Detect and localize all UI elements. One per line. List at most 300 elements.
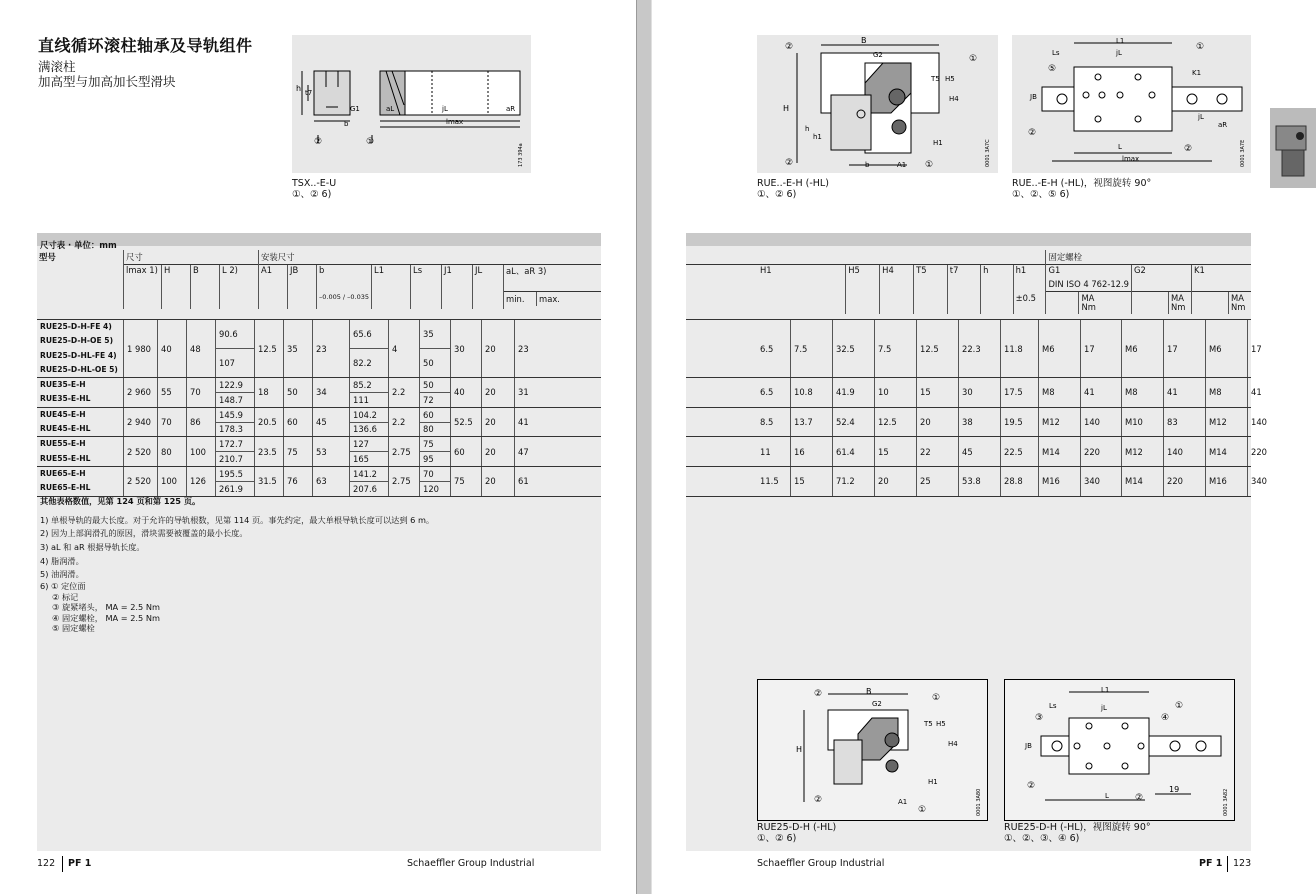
mounting-row [686, 436, 1267, 466]
fig2-id: 0001 3A7E [1240, 139, 1246, 167]
svg-text:B: B [866, 687, 872, 696]
col-aLaR-minmax [504, 291, 601, 306]
cell-L [215, 437, 254, 466]
col-G1-group [1046, 265, 1132, 315]
model-name: RUE45-E-H [40, 409, 86, 419]
svg-text:jL: jL [1101, 704, 1107, 712]
cell-amin [481, 378, 514, 407]
mounting-cell: M12 [1038, 408, 1080, 437]
mounting-cell: 32.5 [832, 320, 874, 377]
cell-B [186, 467, 215, 496]
svg-text:T5: T5 [931, 75, 940, 83]
mounting-cell: M10 [1121, 408, 1163, 437]
table-title-bar [37, 233, 601, 250]
cell-value: 12.5 [258, 343, 277, 354]
cell-A1 [254, 320, 283, 377]
svg-text:B: B [861, 36, 867, 45]
cell-value: 75 [287, 446, 298, 457]
fig3-caption-notes: ①、② 6) [757, 833, 797, 844]
fig3-caption: RUE25-D-H (-HL) [757, 822, 837, 833]
cell-value: 20 [485, 417, 496, 428]
cell-value: 35 [423, 329, 434, 340]
cell-b [312, 467, 349, 496]
svg-text:lmax: lmax [1122, 155, 1140, 163]
mounting-cell: 15 [916, 378, 958, 407]
mounting-cell: 11 [760, 446, 771, 457]
cell-value: 2.75 [392, 476, 411, 487]
svg-text:L: L [1105, 792, 1109, 800]
cell-Ls [388, 320, 419, 377]
model-name: RUE65-E-H [40, 468, 86, 478]
mounting-cell: 10 [874, 378, 916, 407]
cell-value: 20 [485, 446, 496, 457]
cell-value: 172.7 [219, 439, 243, 450]
cell-value: 41 [518, 417, 529, 428]
cell-value: 165 [350, 451, 388, 466]
col-H1: H1 [686, 265, 846, 315]
cell-J1 [419, 437, 450, 466]
model-name: RUE55-E-HL [40, 453, 91, 463]
svg-text:H4: H4 [948, 740, 958, 748]
cell-H [157, 408, 186, 437]
mounting-cell: M6 [1121, 320, 1163, 377]
carriage-top-svg [1012, 35, 1251, 173]
cell-value: 31.5 [258, 476, 277, 487]
mounting-cell: 71.2 [832, 467, 874, 496]
svg-text:H: H [796, 745, 803, 754]
cell-value: 80 [420, 422, 450, 437]
mounting-cell: 41 [1080, 378, 1121, 407]
svg-text:①: ① [969, 54, 978, 64]
rail-drawing-svg [292, 35, 531, 173]
drawing-id: 173 394a [518, 143, 524, 167]
svg-text:Ls: Ls [1052, 49, 1060, 57]
cell-value: 2 520 [127, 476, 151, 487]
col-MA-3: MA Nm [1228, 292, 1251, 314]
svg-text:②: ② [814, 795, 823, 805]
cell-value: 111 [350, 392, 388, 407]
mounting-cell: 83 [1163, 408, 1205, 437]
cell-value: 40 [454, 387, 465, 398]
col-b [317, 265, 372, 309]
cell-b [312, 437, 349, 466]
svg-text:Ls: Ls [1049, 702, 1057, 710]
mounting-cell: 13.7 [790, 408, 832, 437]
fig4-caption: RUE25-D-H (-HL)，视图旋转 90° [1004, 822, 1151, 833]
cell-value: 95 [420, 451, 450, 466]
fig-caption-tsx: TSX..-E-U [292, 178, 337, 189]
mounting-cell: 20 [916, 408, 958, 437]
col-G2-group [1132, 265, 1192, 315]
cell-JB [283, 320, 312, 377]
mounting-cell: 7.5 [790, 320, 832, 377]
col-b-label: b [319, 265, 325, 275]
cell-value: 45 [316, 417, 327, 428]
cell-amax [514, 467, 555, 496]
note-2: 2) 因为上部润滑孔的原因，滑块需要被覆盖的最小长度。 [40, 528, 248, 538]
cell-amin [481, 408, 514, 437]
cell-L1 [349, 320, 388, 377]
col-lmax: lmax 1) [124, 265, 162, 309]
cell-value: 126 [190, 476, 206, 487]
svg-text:①: ① [1196, 42, 1205, 52]
cell-value: 104.2 [353, 409, 377, 420]
svg-text:⑤: ⑤ [1048, 64, 1057, 74]
cell-value: 1 980 [127, 343, 151, 354]
col-max: max. [536, 292, 562, 306]
mounting-cell: 41.9 [832, 378, 874, 407]
footer-section-right: PF 1 [1199, 858, 1223, 869]
cell-value: 82.2 [350, 348, 388, 377]
svg-text:b: b [865, 161, 870, 169]
col-G2: G2 [1134, 265, 1146, 275]
mounting-cell: 16 [790, 437, 832, 466]
cell-value: 18 [258, 387, 269, 398]
cell-value: 23.5 [258, 446, 277, 457]
cell-L1 [349, 467, 388, 496]
svg-text:H1: H1 [933, 139, 943, 147]
fig1-id: 0001 3A7C [985, 139, 991, 167]
cell-value: 52.5 [454, 417, 473, 428]
carriage-top-view [1012, 35, 1251, 173]
cell-value: 178.3 [216, 422, 254, 437]
mounting-cell: 41 [1163, 378, 1205, 407]
cell-H [157, 467, 186, 496]
mounting-cell: 7.5 [874, 320, 916, 377]
col-L1: L1 [372, 265, 411, 309]
mounting-cell: 140 [1163, 437, 1205, 466]
col-K1: K1 [1194, 265, 1205, 275]
model-name: RUE45-E-HL [40, 424, 91, 434]
mounting-cell: M12 [1121, 437, 1163, 466]
mounting-cell: M6 [1038, 320, 1080, 377]
section-thumb-tab[interactable] [1270, 108, 1316, 188]
cell-b [312, 408, 349, 437]
mounting-cell: 45 [958, 437, 1000, 466]
mounting-cell: 52.4 [832, 408, 874, 437]
svg-text:L1: L1 [1101, 686, 1110, 694]
cell-value: 70 [190, 387, 201, 398]
mounting-table [686, 250, 1251, 314]
footer-section-left: PF 1 [68, 858, 92, 869]
cell-H [157, 437, 186, 466]
mounting-cell: M14 [1205, 437, 1247, 466]
cell-JL [450, 467, 481, 496]
note-6 [40, 581, 160, 634]
cell-value: 72 [420, 392, 450, 407]
fig2-caption: RUE..-E-H (-HL)，视图旋转 90° [1012, 178, 1152, 189]
page-spine [636, 0, 652, 894]
mounting-cell: 22.3 [958, 320, 1000, 377]
model-name: RUE25-D-HL-FE 4) [40, 350, 117, 360]
mounting-cell: 30 [958, 378, 1000, 407]
col-t7: t7 [947, 265, 980, 315]
cell-J1 [419, 320, 450, 377]
cell-JB [283, 378, 312, 407]
svg-text:jL: jL [1116, 49, 1122, 57]
cell-value: 86 [190, 417, 201, 428]
col-MA-1: MA Nm [1078, 292, 1101, 314]
cell-value: 107 [216, 348, 254, 377]
col-aLaR [504, 265, 601, 309]
mounting-cell: 220 [1163, 467, 1205, 496]
rue25-front-view [757, 679, 988, 821]
mounting-cell: 11.8 [1000, 320, 1038, 377]
cell-A1 [254, 408, 283, 437]
cell-L1 [349, 378, 388, 407]
cell-value: 50 [423, 380, 434, 391]
cell-value: 35 [287, 343, 298, 354]
cell-JB [283, 408, 312, 437]
callout-1: ① [366, 137, 375, 147]
cell-B [186, 378, 215, 407]
col-L: L 2) [220, 265, 259, 309]
svg-text:h: h [805, 125, 810, 133]
cell-value: 23 [518, 343, 529, 354]
cell-value: 53 [316, 446, 327, 457]
carriage-front-view [757, 35, 998, 173]
cell-J1 [419, 467, 450, 496]
cell-value: 120 [420, 481, 450, 496]
cell-value: 2.2 [392, 417, 406, 428]
mounting-cell: 12.5 [916, 320, 958, 377]
svg-text:G2: G2 [873, 51, 883, 59]
cell-value: 65.6 [353, 329, 372, 340]
cell-amax [514, 320, 555, 377]
cell-JL [450, 320, 481, 377]
mounting-cell: 17.5 [1000, 378, 1038, 407]
note-1: 1) 单根导轨的最大长度。对于允许的导轨根数，见第 114 页。事先约定，最大单根导轨长度可以达到 6 m。 [40, 515, 435, 525]
table-row-group [37, 436, 601, 466]
cell-amax [514, 437, 555, 466]
cell-value: 122.9 [219, 380, 243, 391]
cell-Ls [388, 378, 419, 407]
note-6-line-5: ⑤ 固定螺栓 [52, 623, 95, 633]
cell-value: 20 [485, 343, 496, 354]
rue25-top-svg [1005, 680, 1234, 820]
cell-lmax [123, 408, 157, 437]
cell-JL [450, 378, 481, 407]
mounting-cell: 12.5 [874, 408, 916, 437]
mounting-cell: 41 [1247, 378, 1288, 407]
footer-divider-right [1227, 856, 1228, 872]
table-title-bar-right [686, 233, 1251, 246]
cell-L1 [349, 437, 388, 466]
svg-text:h1: h1 [813, 133, 822, 141]
cell-value: 207.6 [350, 481, 388, 496]
model-name: RUE25-D-H-OE 5) [40, 336, 114, 346]
mounting-cell: 53.8 [958, 467, 1000, 496]
mounting-cell: 10.8 [790, 378, 832, 407]
hdr-model: 型号 [39, 252, 56, 263]
svg-text:①: ① [918, 805, 927, 815]
col-H: H [162, 265, 191, 309]
cell-H [157, 378, 186, 407]
col-h1-tol: ±0.5 [1015, 293, 1036, 303]
cell-L [215, 408, 254, 437]
cell-value: 2.75 [392, 446, 411, 457]
col-h: h [981, 265, 1014, 315]
mounting-cell: M14 [1121, 467, 1163, 496]
note-4: 4) 脂润滑。 [40, 556, 84, 566]
col-aLaR-label: aL、aR 3) [506, 266, 547, 276]
cell-A1 [254, 378, 283, 407]
mounting-cell: 6.5 [760, 343, 774, 354]
mounting-cell: M16 [1038, 467, 1080, 496]
mounting-cell: 8.5 [760, 417, 774, 428]
rail-drawing-tsx [292, 35, 531, 173]
mounting-cell: 6.5 [760, 387, 774, 398]
mounting-group-header [686, 250, 1251, 265]
cell-value: 70 [423, 468, 434, 479]
carriage-front-svg [757, 35, 998, 173]
fig1-caption: RUE..-E-H (-HL) [757, 178, 829, 189]
col-G1: G1 [1048, 265, 1061, 275]
cell-amin [481, 320, 514, 377]
svg-text:JB: JB [1025, 742, 1032, 750]
table-row-group [37, 377, 601, 407]
cell-value: 148.7 [216, 392, 254, 407]
cell-JB [283, 467, 312, 496]
cell-value: 20.5 [258, 417, 277, 428]
svg-text:②: ② [1135, 793, 1144, 803]
cell-value: 145.9 [219, 409, 243, 420]
cell-JL [450, 408, 481, 437]
col-MA-2: MA Nm [1168, 292, 1191, 314]
svg-text:①: ① [1175, 701, 1184, 711]
footer-divider-left [62, 856, 63, 872]
cell-value: 136.6 [350, 422, 388, 437]
cell-value: 75 [454, 476, 465, 487]
fig1-caption-notes: ①、② 6) [757, 189, 797, 200]
model-name: RUE25-D-H-FE 4) [40, 322, 112, 331]
mounting-column-header [686, 265, 1251, 315]
model-name: RUE65-E-HL [40, 483, 91, 493]
cell-B [186, 320, 215, 377]
model-name: RUE55-E-H [40, 439, 86, 449]
cell-JL [450, 437, 481, 466]
note-3: 3) aL 和 aR 根据导轨长度。 [40, 542, 145, 552]
cell-value: 60 [454, 446, 465, 457]
svg-text:③: ③ [1035, 713, 1044, 723]
cell-value: 2 960 [127, 387, 151, 398]
subtitle-1: 满滚柱 [38, 59, 76, 74]
cell-lmax [123, 320, 157, 377]
svg-text:②: ② [814, 689, 823, 699]
mounting-cell: 20 [874, 467, 916, 496]
col-H5: H5 [846, 265, 880, 315]
cell-value: 70 [161, 417, 172, 428]
mounting-cell: M14 [1038, 437, 1080, 466]
cell-value: 20 [485, 387, 496, 398]
fig4-dim-19: 19 [1169, 785, 1180, 794]
cell-value: 31 [518, 387, 529, 398]
note-6-line-2: ② 标记 [52, 591, 79, 602]
cell-amax [514, 378, 555, 407]
cell-value: 141.2 [353, 468, 377, 479]
svg-text:H4: H4 [949, 95, 959, 103]
cell-value: 100 [190, 446, 206, 457]
col-T5: T5 [914, 265, 948, 315]
label-h: h [296, 84, 302, 93]
mounting-cell: 19.5 [1000, 408, 1038, 437]
rue25-front-svg [758, 680, 987, 820]
fig4-caption-notes: ①、②、③、④ 6) [1004, 833, 1080, 844]
cell-A1 [254, 467, 283, 496]
col-H4: H4 [880, 265, 914, 315]
cell-Ls [388, 437, 419, 466]
col-J1: J1 [442, 265, 473, 309]
cell-JB [283, 437, 312, 466]
cell-value: 2 940 [127, 417, 151, 428]
cell-value: 55 [161, 387, 172, 398]
fig2-caption-notes: ①、②、⑤ 6) [1012, 189, 1070, 200]
table-title: 尺寸表 · 单位：mm [40, 240, 117, 250]
col-b-tolerance: –0.005 / –0.035 [319, 293, 370, 301]
cell-L [215, 378, 254, 407]
cell-value: 90.6 [219, 329, 238, 340]
dimension-table-body [37, 319, 601, 497]
cell-value: 48 [190, 343, 201, 354]
table-row-group [37, 466, 601, 496]
svg-text:jL: jL [1198, 113, 1204, 121]
svg-text:②: ② [1028, 128, 1037, 138]
table-row-group [37, 407, 601, 437]
mounting-cell: M8 [1205, 378, 1247, 407]
page-title: 直线循环滚柱轴承及导轨组件 [38, 36, 253, 55]
svg-text:G2: G2 [872, 700, 882, 708]
note-6-line-4: ④ 固定螺栓， MA = 2.5 Nm [52, 612, 160, 623]
mounting-cell: 17 [1080, 320, 1121, 377]
section-thumb-svg [1270, 108, 1316, 188]
cell-value: 261.9 [216, 481, 254, 496]
col-h1 [1013, 265, 1046, 315]
label-al: aL [386, 105, 395, 113]
mounting-cell: 340 [1080, 467, 1121, 496]
cell-value: 2.2 [392, 387, 406, 398]
cell-value: 75 [423, 439, 434, 450]
cell-amax [514, 408, 555, 437]
svg-text:H5: H5 [945, 75, 955, 83]
cell-amin [481, 437, 514, 466]
mounting-cell: 25 [916, 467, 958, 496]
cell-L [215, 467, 254, 496]
cell-value: 195.5 [219, 468, 243, 479]
cell-J1 [419, 378, 450, 407]
svg-text:H1: H1 [928, 778, 938, 786]
cell-lmax [123, 378, 157, 407]
cell-value: 61 [518, 476, 529, 487]
note-6-line-3: ③ 旋紧堵头， MA = 2.5 Nm [52, 602, 160, 612]
mounting-row [686, 466, 1267, 496]
svg-text:T5: T5 [924, 720, 933, 728]
svg-text:A1: A1 [898, 798, 908, 806]
rue25-top-view [1004, 679, 1235, 821]
table-row-group [37, 319, 601, 377]
svg-text:JB: JB [1030, 93, 1037, 101]
cell-Ls [388, 467, 419, 496]
callout-2: ② [314, 137, 323, 147]
svg-text:②: ② [785, 42, 794, 52]
cell-value: 20 [485, 476, 496, 487]
hdr-mounting: 安装尺寸 [259, 250, 602, 265]
label-jl: jL [442, 105, 448, 113]
cell-value: 40 [161, 343, 172, 354]
cell-value: 127 [353, 439, 369, 450]
mounting-row [686, 407, 1267, 437]
cell-value: 60 [423, 409, 434, 420]
svg-text:②: ② [785, 158, 794, 168]
